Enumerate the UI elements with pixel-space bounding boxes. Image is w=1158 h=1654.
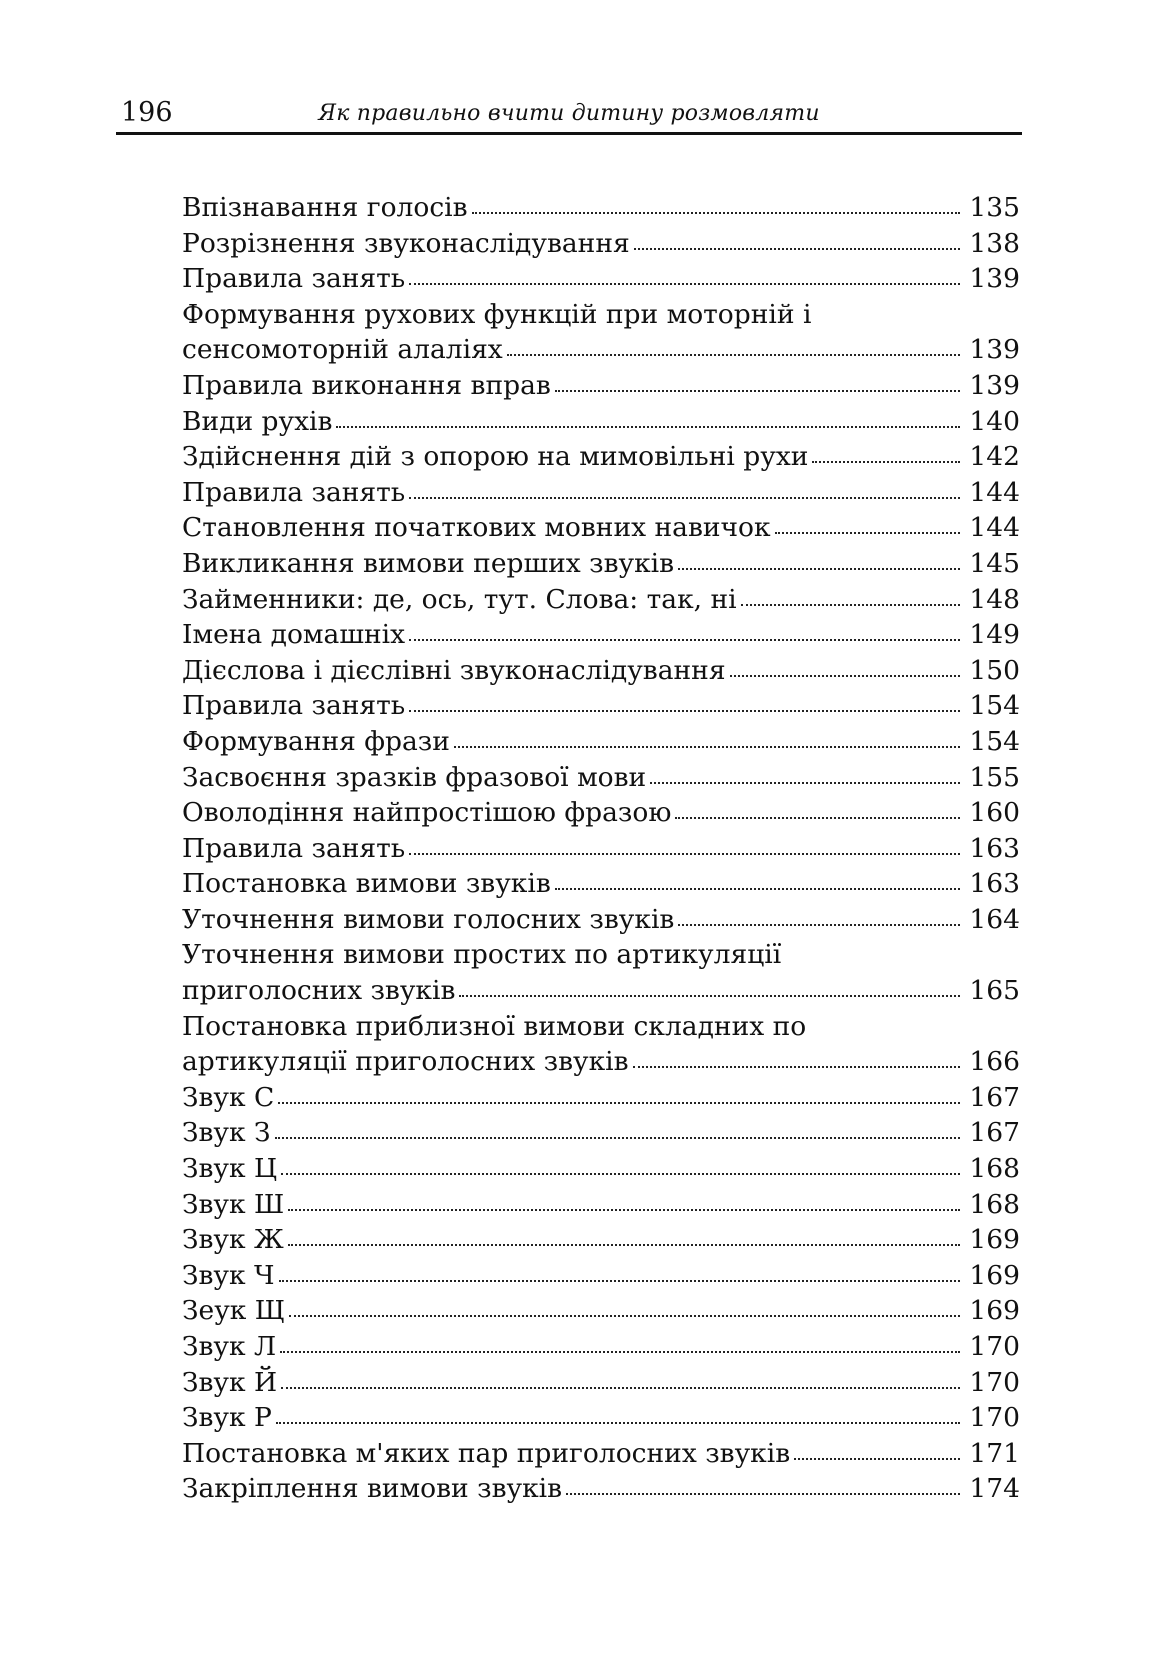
toc-entry-title: Закріплення вимови звуків — [182, 1473, 563, 1505]
dot-leader — [507, 354, 960, 356]
toc-entry — [182, 688, 1020, 724]
toc-entry-page-number: 139 — [969, 369, 1020, 401]
toc-entry-page-number: 167 — [969, 1117, 1020, 1149]
dot-leader — [409, 710, 960, 712]
toc-entry-title: Звук Ц — [182, 1153, 278, 1185]
dot-leader — [472, 212, 960, 214]
toc-entry — [182, 1187, 1020, 1223]
table-of-contents — [182, 190, 1020, 1507]
toc-entry — [182, 1400, 1020, 1436]
toc-entry — [182, 902, 1020, 938]
toc-entry-page-number: 169 — [969, 1259, 1020, 1291]
dot-leader — [336, 426, 960, 428]
toc-entry-page-number: 169 — [969, 1224, 1020, 1256]
toc-entry-page-number: 169 — [969, 1295, 1020, 1327]
toc-entry — [182, 297, 1020, 368]
toc-entry-page-number: 163 — [969, 868, 1020, 900]
toc-entry — [182, 1258, 1020, 1294]
toc-entry-title: Постановка м'яких пар приголосних звуків — [182, 1437, 791, 1469]
running-title: Як правильно вчити дитину розмовляти — [318, 101, 820, 126]
toc-entry-title: Звук Ж — [182, 1224, 284, 1256]
dot-leader — [650, 782, 960, 784]
toc-entry — [182, 617, 1020, 653]
toc-entry-page-number: 139 — [969, 334, 1020, 366]
toc-entry-page-number: 150 — [969, 654, 1020, 686]
toc-entry — [182, 1009, 1020, 1080]
toc-entry-title: Становлення початкових мовних навичок — [182, 512, 771, 544]
toc-entry — [182, 795, 1020, 831]
toc-entry-title: Звук Р — [182, 1402, 272, 1434]
toc-entry-page-number: 144 — [969, 512, 1020, 544]
toc-entry-title-line1: Уточнення вимови простих по артикуляції — [182, 939, 782, 971]
toc-entry — [182, 226, 1020, 262]
toc-entry-title: Правила занять — [182, 263, 406, 295]
dot-leader — [678, 568, 960, 570]
dot-leader — [409, 497, 960, 499]
toc-entry-page-number: 168 — [969, 1153, 1020, 1185]
toc-entry-title-line1: Постановка приблизної вимови складних по — [182, 1010, 807, 1042]
toc-entry-title: Формування фрази — [182, 725, 450, 757]
toc-entry — [182, 866, 1020, 902]
toc-entry-page-number: 148 — [969, 583, 1020, 615]
toc-entry — [182, 404, 1020, 440]
toc-entry-title: Звук Й — [182, 1366, 278, 1398]
toc-entry — [182, 1329, 1020, 1365]
dot-leader — [281, 1387, 960, 1389]
toc-entry-title: Здійснення дій з опорою на мимовільні рухи — [182, 441, 809, 473]
toc-entry-page-number: 144 — [969, 476, 1020, 508]
toc-entry — [182, 510, 1020, 546]
dot-leader — [288, 1244, 960, 1246]
toc-entry-page-number: 171 — [969, 1437, 1020, 1469]
toc-entry — [182, 1115, 1020, 1151]
toc-entry-page-number: 166 — [969, 1046, 1020, 1078]
dot-leader — [289, 1315, 960, 1317]
toc-entry-title: Викликання вимови перших звуків — [182, 547, 675, 579]
toc-entry-title: сенсомоторній алаліях — [182, 334, 503, 366]
toc-entry — [182, 439, 1020, 475]
toc-entry — [182, 190, 1020, 226]
toc-entry-title: Уточнення вимови голосних звуків — [182, 903, 675, 935]
toc-entry — [182, 1365, 1020, 1401]
toc-entry — [182, 261, 1020, 297]
dot-leader — [459, 995, 960, 997]
dot-leader — [279, 1280, 961, 1282]
toc-entry-title: Зеук Щ — [182, 1295, 286, 1327]
dot-leader — [812, 461, 960, 463]
toc-entry-page-number: 160 — [969, 797, 1020, 829]
toc-entry-page-number: 154 — [969, 690, 1020, 722]
dot-leader — [454, 746, 960, 748]
toc-entry-title: Правила виконання вправ — [182, 369, 551, 401]
toc-entry-page-number: 142 — [969, 441, 1020, 473]
toc-entry-page-number: 174 — [969, 1473, 1020, 1505]
toc-entry-title: Постановка вимови звуків — [182, 868, 551, 900]
toc-entry — [182, 653, 1020, 689]
dot-leader — [281, 1173, 960, 1175]
toc-entry-page-number: 155 — [969, 761, 1020, 793]
toc-entry — [182, 582, 1020, 618]
dot-leader — [741, 604, 960, 606]
page-header — [116, 96, 1022, 135]
toc-entry — [182, 475, 1020, 511]
page-number: 196 — [121, 97, 173, 128]
toc-entry-title: Правила занять — [182, 832, 406, 864]
toc-entry — [182, 760, 1020, 796]
dot-leader — [678, 924, 960, 926]
toc-entry-page-number: 170 — [969, 1331, 1020, 1362]
toc-entry — [182, 1293, 1020, 1329]
toc-entry-title: Правила занять — [182, 476, 406, 508]
toc-entry-title: Звук З — [182, 1117, 271, 1149]
toc-entry-title: Звук Ш — [182, 1188, 285, 1220]
toc-entry-title: Звук С — [182, 1081, 275, 1113]
toc-entry-title: Види рухів — [182, 405, 333, 437]
dot-leader — [730, 675, 960, 677]
dot-leader — [566, 1493, 960, 1495]
toc-entry — [182, 724, 1020, 760]
toc-entry-page-number: 163 — [969, 832, 1020, 864]
toc-entry-page-number: 140 — [969, 405, 1020, 437]
toc-entry-title: Розрізнення звуконаслідування — [182, 227, 630, 259]
toc-entry — [182, 368, 1020, 404]
dot-leader — [278, 1102, 960, 1104]
toc-entry-title: Звук Ч — [182, 1259, 275, 1291]
toc-entry-title: Займенники: де, ось, тут. Слова: так, ні — [182, 583, 737, 615]
dot-leader — [409, 639, 960, 641]
dot-leader — [633, 1066, 960, 1068]
dot-leader — [280, 1351, 960, 1353]
toc-entry-title: артикуляції приголосних звуків — [182, 1046, 629, 1078]
toc-entry-page-number: 165 — [969, 975, 1020, 1007]
toc-entry-page-number: 168 — [969, 1188, 1020, 1220]
toc-entry-page-number: 138 — [969, 227, 1020, 259]
toc-entry — [182, 1471, 1020, 1507]
toc-entry — [182, 831, 1020, 867]
toc-entry-title: Впізнавання голосів — [182, 192, 468, 223]
toc-entry-title: Оволодіння найпростішою фразою — [182, 797, 672, 829]
toc-entry — [182, 546, 1020, 582]
dot-leader — [675, 817, 960, 819]
dot-leader — [288, 1209, 960, 1211]
toc-entry — [182, 1151, 1020, 1187]
toc-entry-page-number: 170 — [969, 1366, 1020, 1398]
dot-leader — [555, 390, 960, 392]
toc-entry-page-number: 170 — [969, 1402, 1020, 1434]
toc-entry — [182, 1222, 1020, 1258]
toc-entry-title: Засвоєння зразків фразової мови — [182, 761, 647, 793]
dot-leader — [275, 1137, 960, 1139]
toc-entry-title-line1: Формування рухових функцій при моторній і — [182, 298, 812, 330]
toc-entry-page-number: 145 — [969, 547, 1020, 579]
dot-leader — [555, 888, 960, 890]
dot-leader — [409, 283, 960, 285]
dot-leader — [775, 532, 960, 534]
toc-entry-page-number: 139 — [969, 263, 1020, 295]
dot-leader — [794, 1458, 960, 1460]
toc-entry-title: приголосних звуків — [182, 975, 456, 1007]
toc-entry-title: Правила занять — [182, 690, 406, 722]
toc-entry-page-number: 135 — [969, 192, 1020, 223]
toc-entry-page-number: 154 — [969, 725, 1020, 757]
toc-entry-page-number: 164 — [969, 903, 1020, 935]
dot-leader — [634, 248, 960, 250]
dot-leader — [276, 1422, 960, 1424]
toc-entry — [182, 1436, 1020, 1472]
toc-entry-title: Дієслова і дієслівні звуконаслідування — [182, 654, 726, 686]
toc-entry-page-number: 167 — [969, 1081, 1020, 1113]
toc-entry — [182, 937, 1020, 1008]
toc-entry — [182, 1080, 1020, 1116]
toc-entry-page-number: 149 — [969, 619, 1020, 651]
dot-leader — [409, 853, 960, 855]
toc-entry-title: Звук Л — [182, 1331, 277, 1362]
toc-entry-title: Імена домашніх — [182, 619, 406, 651]
